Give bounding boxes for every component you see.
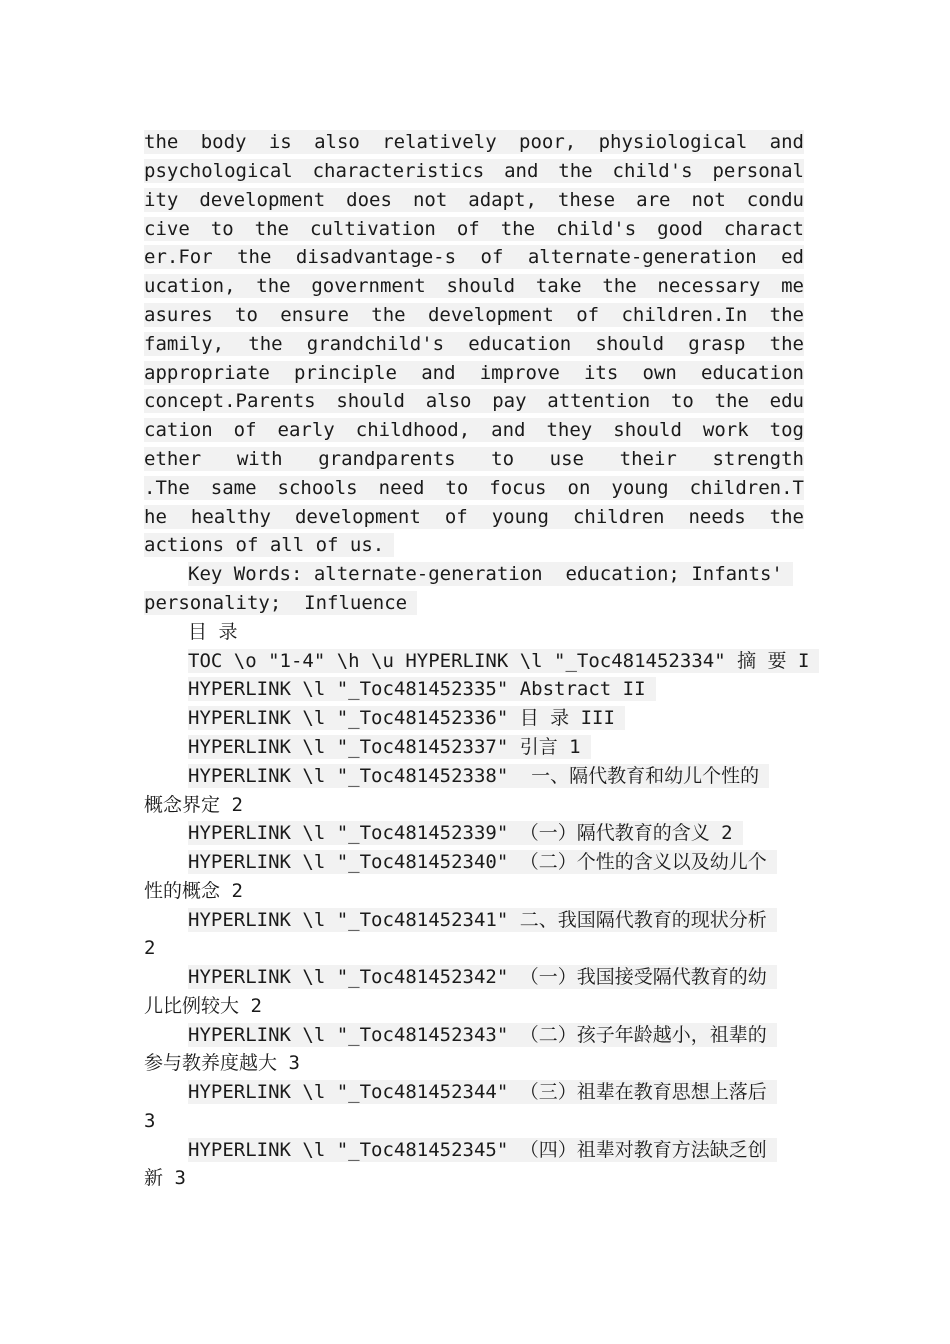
toc-entry[interactable]: HYPERLINK \l "_Toc481452341" 二、我国隔代教育的现状分析	[188, 908, 777, 932]
toc-entry[interactable]: HYPERLINK \l "_Toc481452338" 一、隔代教育和幼儿个性的	[188, 764, 769, 788]
toc-entry-continuation[interactable]: 儿比例较大 2	[144, 995, 262, 1017]
keywords-line: personality; Influence	[144, 591, 417, 615]
abstract-line: appropriate principle and improve its own education	[144, 362, 804, 384]
toc-entry-continuation[interactable]: 概念界定 2	[144, 794, 243, 816]
toc-entry[interactable]: HYPERLINK \l "_Toc481452343" （二）孩子年龄越小，祖辈的	[188, 1023, 777, 1047]
keywords-line: Key Words: alternate-generation education; Infants'	[188, 562, 793, 586]
abstract-line: he healthy development of young children needs the	[144, 506, 804, 528]
abstract-line: er.For the disadvantage-s of alternate-generation ed	[144, 246, 804, 268]
abstract-line: cation of early childhood, and they should work tog	[144, 419, 804, 441]
toc-entry-continuation[interactable]: 性的概念 2	[144, 880, 243, 902]
toc-entry[interactable]: HYPERLINK \l "_Toc481452335" Abstract II	[188, 677, 656, 701]
toc-entry-continuation[interactable]: 新 3	[144, 1167, 186, 1189]
abstract-line: concept.Parents should also pay attention to the edu	[144, 390, 804, 412]
abstract-line: cive to the cultivation of the child's good charact	[144, 218, 804, 240]
abstract-line: asures to ensure the development of children.In the	[144, 304, 804, 326]
toc-entry[interactable]: HYPERLINK \l "_Toc481452336" 目 录 III	[188, 706, 625, 730]
abstract-line: actions of all of us.	[144, 533, 394, 557]
toc-entry[interactable]: HYPERLINK \l "_Toc481452337" 引言 1	[188, 735, 591, 759]
abstract-line: ucation, the government should take the necessary me	[144, 275, 804, 297]
toc-entry[interactable]: HYPERLINK \l "_Toc481452340" （二）个性的含义以及幼儿个	[188, 850, 777, 874]
toc-heading: 目 录	[188, 621, 238, 643]
abstract-line: family, the grandchild's education should grasp the	[144, 333, 804, 355]
toc-entry[interactable]: HYPERLINK \l "_Toc481452342" （一）我国接受隔代教育的幼	[188, 965, 777, 989]
abstract-line: ether with grandparents to use their strength	[144, 448, 804, 470]
toc-entry[interactable]: TOC \o "1-4" \h \u HYPERLINK \l "_Toc481452334" 摘 要 I	[188, 649, 819, 673]
abstract-line: psychological characteristics and the child's personal	[144, 160, 804, 182]
toc-entry-continuation[interactable]: 3	[144, 1110, 156, 1132]
abstract-line: the body is also relatively poor, physiological and	[144, 131, 804, 153]
toc-entry-continuation[interactable]: 2	[144, 937, 156, 959]
toc-entry-continuation[interactable]: 参与教养度越大 3	[144, 1052, 300, 1074]
toc-entry[interactable]: HYPERLINK \l "_Toc481452339" （一）隔代教育的含义 2	[188, 821, 743, 845]
toc-entry[interactable]: HYPERLINK \l "_Toc481452344" （三）祖辈在教育思想上落后	[188, 1080, 777, 1104]
abstract-line: .The same schools need to focus on young children.T	[144, 477, 804, 499]
abstract-line: ity development does not adapt, these are not condu	[144, 189, 804, 211]
toc-entry[interactable]: HYPERLINK \l "_Toc481452345" （四）祖辈对教育方法缺乏创	[188, 1138, 777, 1162]
